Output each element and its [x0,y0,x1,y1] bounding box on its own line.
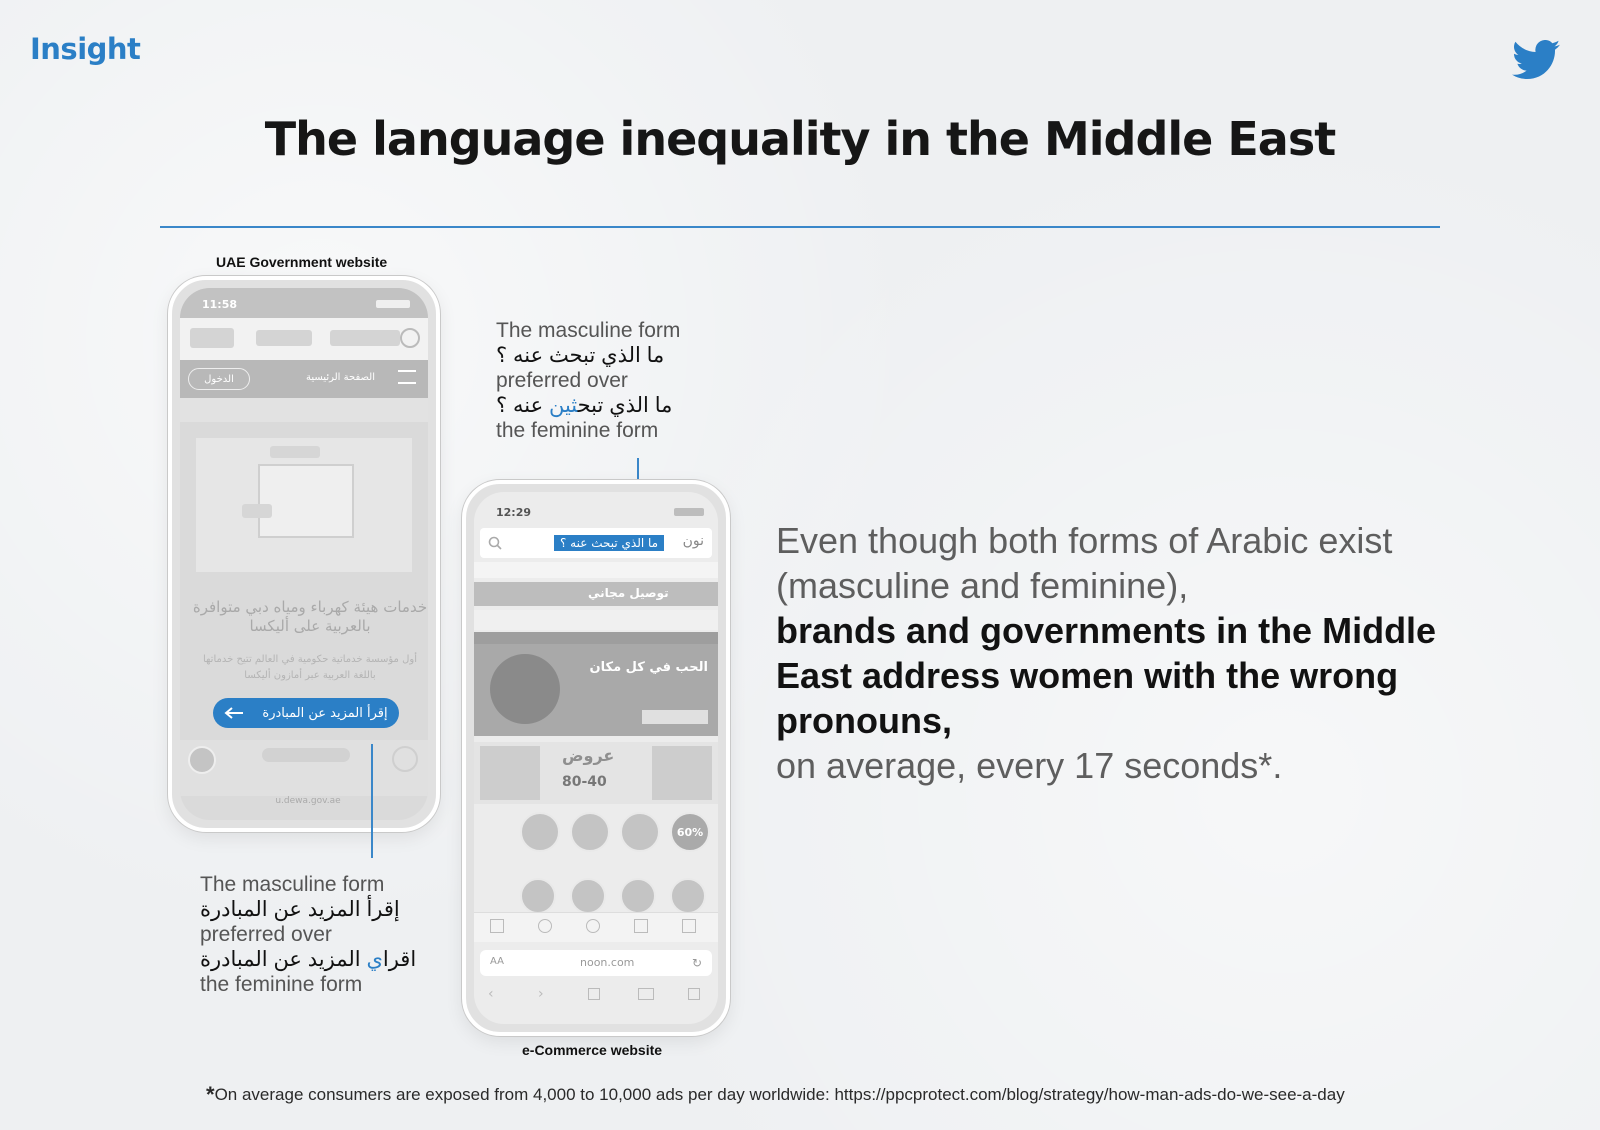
categories-icon[interactable] [634,919,648,933]
feminine-highlight: ي [366,948,383,971]
gov-logos-bar [180,318,428,360]
illustration [196,438,412,572]
browser-toolbar [474,984,718,1008]
gov-subtext: أول مؤسسة خدماتية حكومية في العالم تتيح خدماتها باللغة العربية عبر أمازون أليكسا [203,654,417,681]
category-mobiles[interactable] [520,812,560,852]
brand-insight: Insight [30,32,141,66]
browser-url: noon.com [580,956,635,969]
offers-range: 80-40 [562,774,607,790]
annotation-top-masculine: ما الذي تبحث عنه ؟ [496,344,665,367]
offers-label: عروض [562,746,615,765]
annotation-top-line5: the feminine form [496,419,659,442]
noon-logo: نون [682,533,704,549]
annotation-bottom-line1: The masculine form [200,873,385,896]
free-delivery-label: توصيل مجاني [588,586,669,600]
category-item[interactable] [670,878,706,914]
bubble-graphic [270,446,320,458]
category-item[interactable] [570,878,606,914]
promo-strip [474,582,718,606]
chat-icon[interactable] [188,746,216,774]
gov-phone-mockup [168,276,440,832]
annotation-bottom-line3: preferred over [200,923,332,946]
offers-row [474,742,718,804]
category-row-2 [474,876,718,916]
feminine-highlight: ثين [548,394,578,417]
category-discount[interactable]: 60% [670,812,710,852]
gov-footer-strip [180,740,428,796]
twitter-bird-icon[interactable] [1512,40,1560,80]
badge-icon [392,746,418,772]
insight-blurb [776,518,1476,788]
tabs-icon[interactable] [688,988,700,1000]
blurb-part1: Even though both forms of Arabic exist (masculine and feminine), [776,520,1393,606]
cart-icon[interactable] [490,919,504,933]
blurb-part3: on average, every 17 seconds*. [776,745,1283,786]
annotation-top-line1: The masculine form [496,319,681,342]
browser-address-bar[interactable] [480,950,712,976]
menu-icon[interactable] [398,370,416,384]
annotation-connector-bottom [371,744,373,858]
home-essentials-strip [474,610,718,630]
nav-home-link[interactable]: الصفحة الرئيسية [306,372,375,383]
banner-cta[interactable] [642,710,708,724]
gov-logo [190,328,234,348]
annotation-top [496,318,756,443]
bottom-tab-bar [474,912,718,942]
search-placeholder-highlight: ما الذي تبحث عنه ؟ [554,535,664,551]
offer-tile-right[interactable] [652,746,712,800]
hero-banner[interactable] [474,644,718,736]
read-more-button[interactable] [213,698,399,728]
reload-icon[interactable]: ↻ [691,956,702,970]
annotation-top-line3: preferred over [496,369,628,392]
footnote-text: On average consumers are exposed from 4,000 to 10,000 ads per day worldwide: https://ppcprotect.com/blog/strategy/how-man-ads-do-we-see-a-day [214,1085,1345,1104]
share-icon[interactable] [588,988,600,1000]
banner-title: الحب في كل مكان [589,660,708,675]
back-icon[interactable]: ‹ [488,986,494,1002]
annotation-bottom [200,872,460,997]
breadcrumb-bar [180,398,428,422]
rating-dots [262,748,350,762]
mall-icon[interactable] [586,919,600,933]
gov-phone-screen [180,288,428,820]
search-bar[interactable] [480,528,712,558]
divider [160,226,1440,228]
annotation-bottom-feminine: اقراي المزيد عن المبادرة [200,948,417,971]
forward-icon[interactable]: › [538,986,544,1002]
bookmarks-icon[interactable] [638,988,654,1000]
accessibility-icon[interactable] [400,328,420,348]
account-icon[interactable] [538,919,552,933]
annotation-top-feminine: ما الذي تبحثين عنه ؟ [496,394,673,417]
arrow-left-icon [224,707,244,719]
footnote-star: * [206,1082,215,1107]
info-strip [474,632,718,644]
search-icon [488,536,502,550]
category-games[interactable] [570,812,610,852]
annotation-bottom-line5: the feminine form [200,973,363,996]
category-item[interactable] [620,878,656,914]
status-time: 11:58 [202,298,238,311]
category-item[interactable] [520,878,556,914]
read-more-label: إقرأ المزيد عن المبادرة [262,705,388,721]
category-row-1 [474,810,718,866]
footnote [206,1082,1345,1108]
ecom-phone-label: e-Commerce website [522,1042,663,1058]
gov-url: u.dewa.gov.ae [275,796,341,806]
gov-heading: خدمات هيئة كهرباء ومياه دبي متوافرة بالعربية على أليكسا [192,598,428,635]
bubble-graphic-2 [242,504,272,518]
monitor-graphic [258,464,354,538]
status-time: 12:29 [496,506,532,519]
login-button[interactable]: الدخول [188,368,250,390]
ecom-phone-screen [474,492,718,1024]
category-electronics[interactable] [620,812,660,852]
text-size-button[interactable]: AA [490,956,504,967]
battery-icon [674,508,704,516]
gov-phone-label: UAE Government website [216,254,388,270]
banner-product-image [490,654,560,724]
dewa-logo [330,330,400,346]
dubai-logo [256,330,312,346]
location-bar[interactable] [474,562,718,578]
battery-icon [376,300,410,308]
page-title: The language inequality in the Middle East [264,112,1336,166]
gov-nav-bar [180,360,428,398]
ecom-phone-mockup [462,480,730,1036]
blurb-part2: brands and governments in the Middle East address women with the wrong pronouns, [776,610,1437,741]
home-icon[interactable] [682,919,696,933]
offer-tile-left[interactable] [480,746,540,800]
annotation-bottom-masculine: إقرأ المزيد عن المبادرة [200,898,400,921]
